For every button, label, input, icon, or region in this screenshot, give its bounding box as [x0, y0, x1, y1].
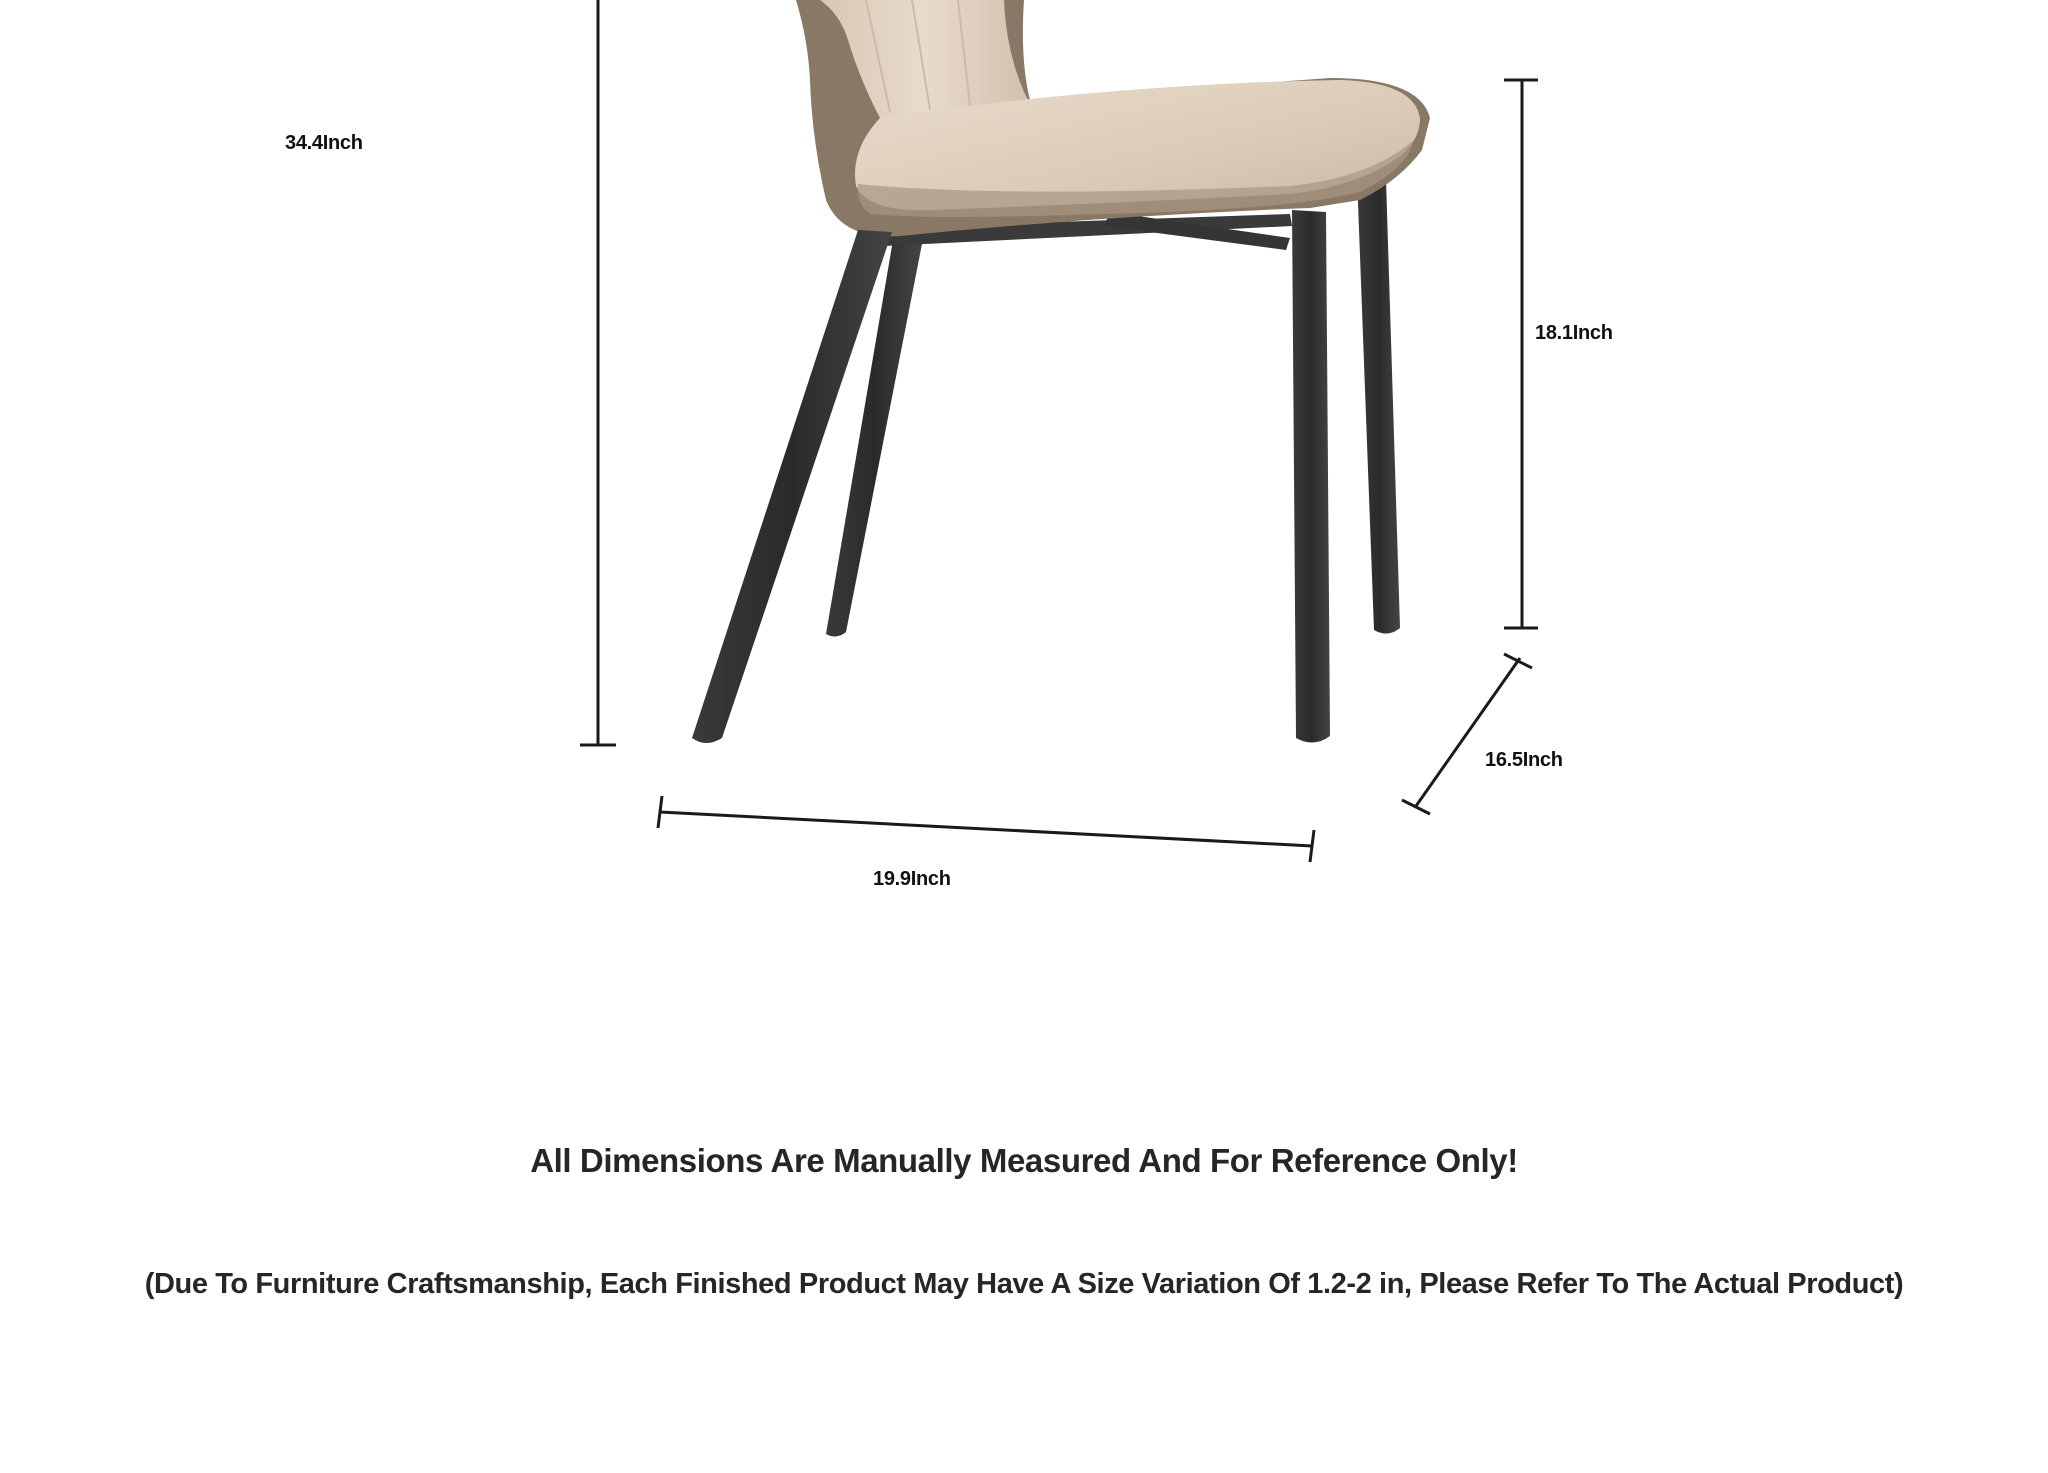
seat-width-label: 19.9Inch	[873, 868, 951, 890]
chair-image	[692, 0, 1430, 743]
reference-notice-heading: All Dimensions Are Manually Measured And For Reference Only!	[530, 1142, 1518, 1179]
seat-depth-label: 16.5Inch	[1485, 749, 1563, 771]
front-right-leg	[1292, 210, 1330, 743]
seat-width-cap-right	[1310, 830, 1314, 862]
size-variation-note: (Due To Furniture Craftsmanship, Each Finished Product May Have A Size Variation Of 1.2-2 in, Please Refer To The Actual Product)	[144, 1268, 1904, 1300]
seat-height-label: 18.1Inch	[1535, 322, 1613, 344]
seat-depth-cap-bottom	[1402, 800, 1430, 814]
seat-width-cap-left	[658, 796, 662, 828]
back-right-leg	[1357, 176, 1400, 634]
total-height-label: 34.4Inch	[285, 132, 363, 154]
seat-depth-line	[1416, 658, 1520, 806]
seat-depth-cap-top	[1504, 654, 1532, 668]
seat-width-line	[660, 812, 1312, 846]
